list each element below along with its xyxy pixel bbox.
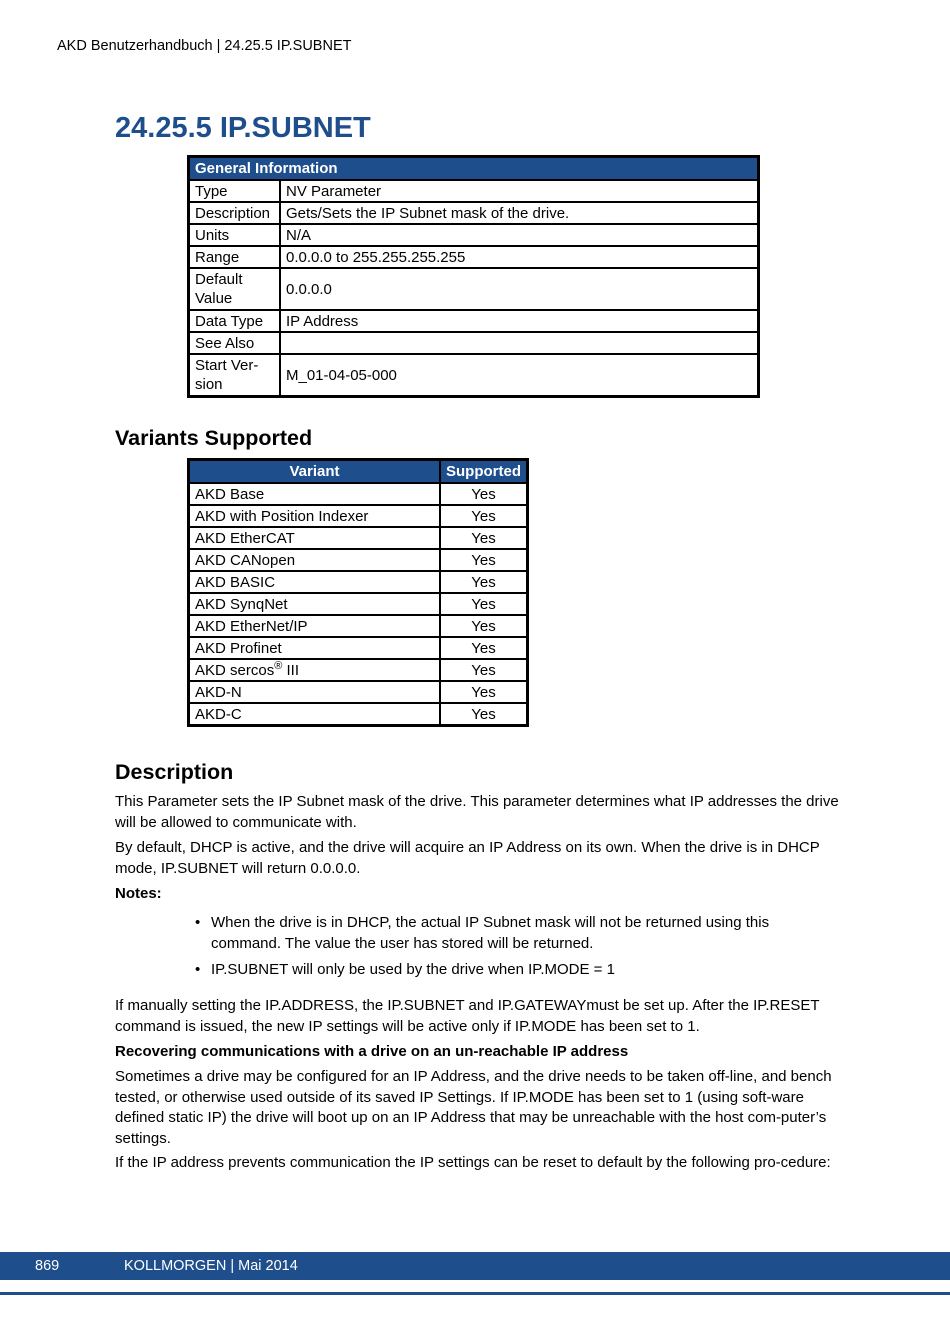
running-head: AKD Benutzerhandbuch | 24.25.5 IP.SUBNET	[57, 38, 352, 54]
general-info-heading: General Information	[189, 157, 759, 181]
info-value: NV Parameter	[280, 180, 759, 202]
variant-name: AKD with Position Indexer	[189, 505, 441, 527]
variant-supported: Yes	[440, 571, 528, 593]
description-paragraph-2: By default, DHCP is active, and the drive will acquire an IP Address on its own. When the drive is in DHCP mode, IP.SUBNET will return 0.0.0.0.	[115, 839, 820, 877]
table-row	[189, 615, 528, 637]
info-value: N/A	[280, 224, 759, 246]
variant-name: AKD-C	[189, 703, 441, 726]
description-paragraph-3: If manually setting the IP.ADDRESS, the IP.SUBNET and IP.GATEWAYmust be set up. After the IP.RESET command is issued, the new IP settings will be active only if IP.MODE has been set to 1.	[115, 997, 820, 1035]
table-row	[189, 637, 528, 659]
description-paragraph-4: Sometimes a drive may be configured for an IP Address, and the drive needs to be taken off-line, and bench tested, or otherwise used outside of its saved IP Settings. If IP.MODE has been set to 1 (using soft-ware defined static IP) the drive will boot up on an IP Address that may be unreachable with the host com-puter’s settings.	[115, 1068, 832, 1147]
bullet-icon: •	[195, 961, 201, 978]
table-row	[189, 549, 528, 571]
info-value: IP Address	[280, 310, 759, 332]
info-key: Start Ver-sion	[189, 354, 281, 397]
table-row	[189, 659, 528, 681]
info-value	[280, 332, 759, 354]
description-paragraph-5: If the IP address prevents communication the IP settings can be reset to default by the following pro-cedure:	[115, 1154, 831, 1171]
info-key: Units	[189, 224, 281, 246]
note-text: When the drive is in DHCP, the actual IP Subnet mask will not be returned using this command. The value the user has stored will be returned.	[211, 914, 770, 952]
table-row	[189, 246, 759, 268]
note-text: IP.SUBNET will only be used by the drive when IP.MODE = 1	[211, 961, 615, 978]
table-row	[189, 310, 759, 332]
variant-supported: Yes	[440, 549, 528, 571]
notes-label: Notes:	[115, 885, 162, 902]
general-info-table	[187, 155, 760, 398]
col-header-variant: Variant	[189, 460, 441, 484]
variant-supported: Yes	[440, 681, 528, 703]
table-row	[189, 527, 528, 549]
variant-name: AKD Base	[189, 483, 441, 505]
page-title: 24.25.5 IP.SUBNET	[115, 112, 371, 144]
variant-supported: Yes	[440, 703, 528, 726]
table-row	[189, 180, 759, 202]
variant-name-suffix: III	[282, 661, 299, 679]
table-row	[189, 703, 528, 726]
recover-heading: Recovering communications with a drive on an un-reachable IP address	[115, 1043, 629, 1060]
list-item	[195, 913, 815, 954]
info-value: M_01-04-05-000	[280, 354, 759, 397]
table-row	[189, 681, 528, 703]
variant-name: AKD BASIC	[189, 571, 441, 593]
info-key: Range	[189, 246, 281, 268]
footer-bar	[0, 1252, 950, 1280]
info-value: Gets/Sets the IP Subnet mask of the drive.	[280, 202, 759, 224]
variants-header-row	[189, 460, 528, 484]
table-row	[189, 593, 528, 615]
table-row	[189, 483, 528, 505]
info-key: Default Value	[189, 268, 281, 310]
variant-supported: Yes	[440, 505, 528, 527]
bullet-icon: •	[195, 914, 201, 931]
variant-supported: Yes	[440, 527, 528, 549]
variant-supported: Yes	[440, 593, 528, 615]
variant-name: AKD EtherCAT	[189, 527, 441, 549]
table-row	[189, 224, 759, 246]
variant-supported: Yes	[440, 483, 528, 505]
variant-name: AKD-N	[189, 681, 441, 703]
info-value: 0.0.0.0 to 255.255.255.255	[280, 246, 759, 268]
variant-name: AKD sercos	[195, 661, 275, 679]
variant-supported: Yes	[440, 659, 528, 681]
info-value: 0.0.0.0	[280, 268, 759, 310]
page-number: 869	[35, 1258, 60, 1274]
description-heading: Description	[115, 760, 234, 784]
info-key: Type	[189, 180, 281, 202]
description-paragraph-1: This Parameter sets the IP Subnet mask of the drive. This parameter determines what IP addresses the drive will be allowed to communicate with.	[115, 793, 839, 831]
variant-name-cell	[189, 659, 441, 681]
variant-name: AKD SynqNet	[189, 593, 441, 615]
info-key: See Also	[189, 332, 281, 354]
variant-supported: Yes	[440, 615, 528, 637]
footer-text: KOLLMORGEN | Mai 2014	[124, 1258, 298, 1274]
info-key: Data Type	[189, 310, 281, 332]
table-row	[189, 354, 759, 397]
notes-list	[195, 913, 815, 987]
registered-mark: ®	[274, 659, 283, 672]
list-item	[195, 960, 815, 981]
col-header-supported: Supported	[440, 460, 528, 484]
table-row	[189, 505, 528, 527]
table-row	[189, 202, 759, 224]
variants-table	[187, 458, 529, 727]
table-row	[189, 332, 759, 354]
variants-heading: Variants Supported	[115, 426, 313, 450]
variant-name: AKD CANopen	[189, 549, 441, 571]
variant-name: AKD EtherNet/IP	[189, 615, 441, 637]
table-row	[189, 268, 759, 310]
variant-name: AKD Profinet	[189, 637, 441, 659]
footer-divider	[0, 1292, 950, 1295]
general-info-header-row	[189, 157, 759, 181]
variant-supported: Yes	[440, 637, 528, 659]
info-key: Description	[189, 202, 281, 224]
table-row	[189, 571, 528, 593]
